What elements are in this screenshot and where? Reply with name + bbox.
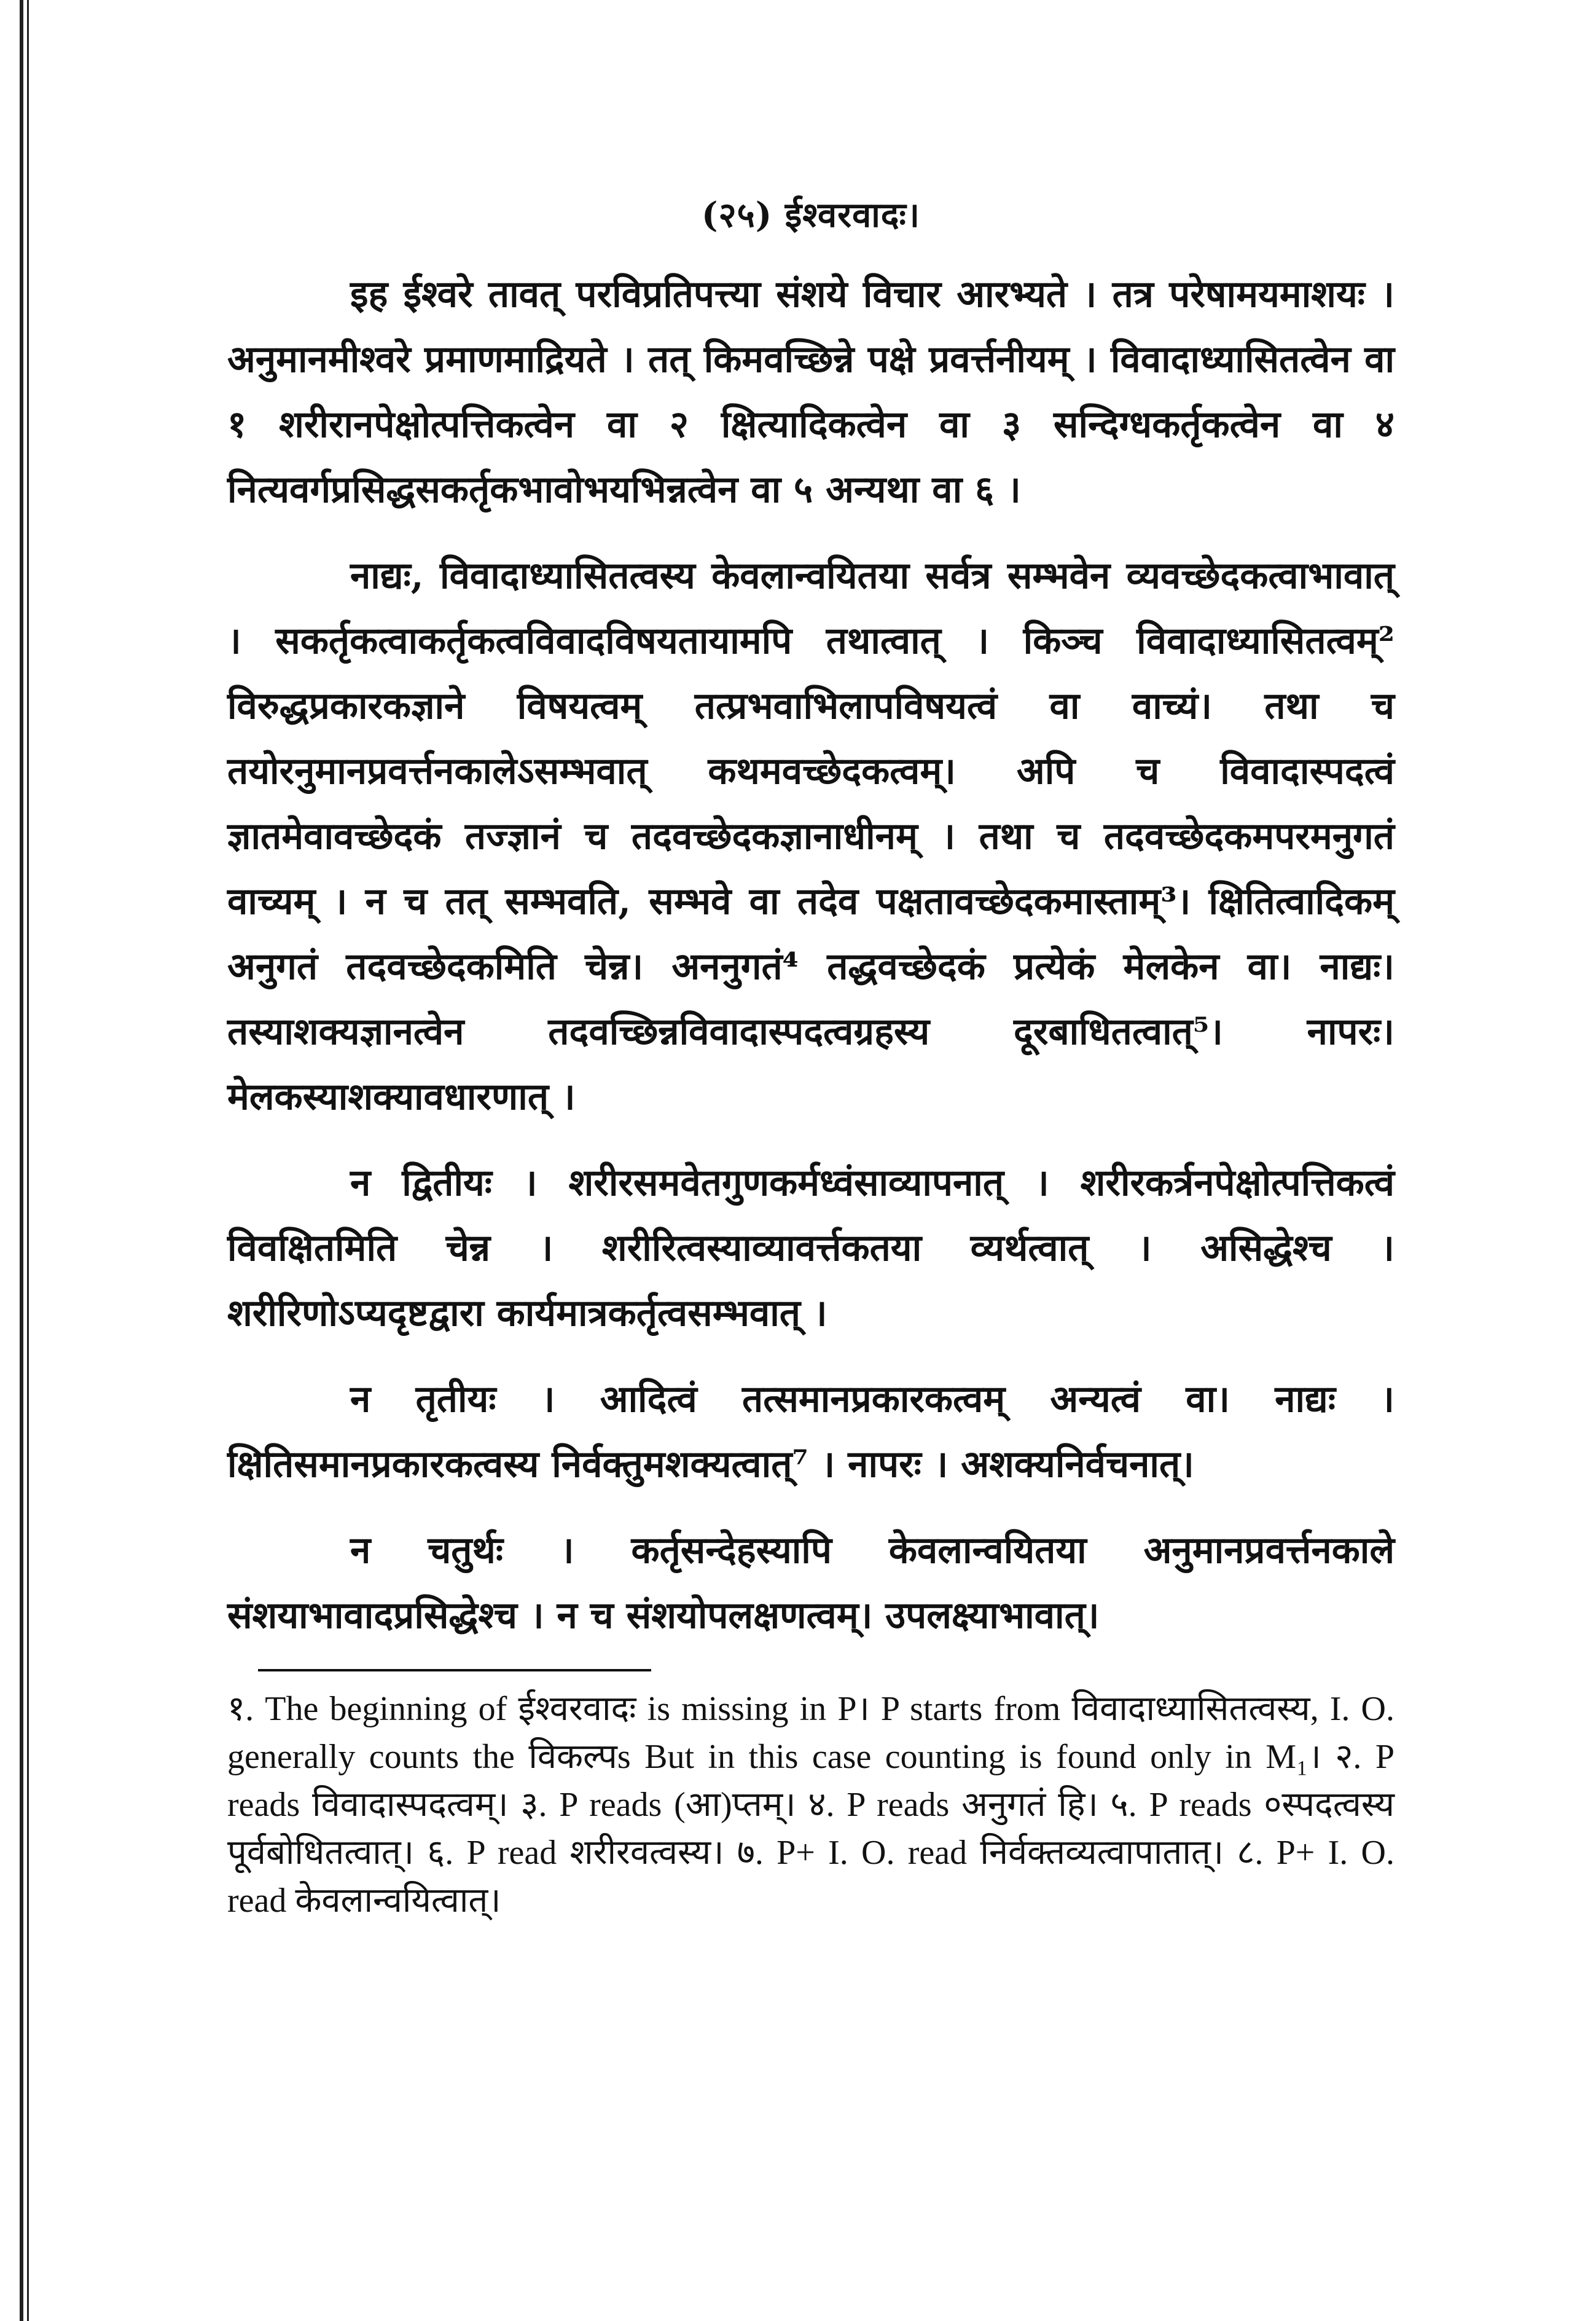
binding-line	[27, 0, 29, 2321]
paragraph-third-option: न तृतीयः । आदित्वं तत्समानप्रकारकत्वम् अन्यत्वं वा। नाद्यः । क्षितिसमानप्रकारकत्वस्य निर्वक्तुमशक्यत्वात्⁷ । नापरः । अशक्यनिर्वचनात्।	[227, 1378, 1395, 1486]
footnote-divider	[258, 1669, 651, 1671]
binding-edge	[0, 0, 37, 2321]
page-content	[227, 190, 1395, 1925]
binding-line	[20, 0, 23, 2321]
paragraph-fourth-option: न चतुर्थः । कर्तृसन्देहस्यापि केवलान्वयितया अनुमानप्रवर्त्तनकाले संशयाभावादप्रसिद्धेश्च । न च संशयोपलक्षणत्वम्। उपलक्ष्याभावात्।	[227, 1529, 1395, 1637]
paragraph-second-option: न द्वितीयः । शरीरसमवेतगुणकर्मध्वंसाव्यापनात् । शरीरकर्त्रनपेक्षोत्पत्तिकत्वं विवक्षितमिति चेन्न । शरीरित्वस्याव्यावर्त्तकतया व्यर्थत्वात् । असिद्धेश्च । शरीरिणोऽप्यदृष्टद्वारा कार्यमात्रकर्तृत्वसम्भवात् ।	[227, 1161, 1395, 1335]
paragraph-intro: इह ईश्वरे तावत् परविप्रतिपत्त्या संशये विचार आरभ्यते । तत्र परेषामयमाशयः । अनुमानमीश्वरे प्रमाणमाद्रियते । तत् किमवच्छिन्ने पक्षे प्रवर्त्तनीयम् । विवादाध्यासितत्वेन वा १ शरीरानपेक्षोत्पत्तिकत्वेन वा २ क्षित्यादिकत्वेन वा ३ सन्दिग्धकर्तृकत्वेन वा ४ नित्यवर्गप्रसिद्धसकर्तृकभावोभयभिन्नत्वेन वा ५ अन्यथा वा ६ ।	[227, 273, 1395, 511]
section-heading: (२५) ईश्वरवादः।	[702, 195, 920, 235]
paragraph-first-option: नाद्यः, विवादाध्यासितत्वस्य केवलान्वयितया सर्वत्र सम्भवेन व्यवच्छेदकत्वाभावात् । सकर्तृकत्वाकर्तृकत्वविवादविषयतायामपि तथात्वात् । किञ्च विवादाध्यासितत्वम्² विरुद्धप्रकारकज्ञाने विषयत्वम् तत्प्रभवाभिलापविषयत्वं वा वाच्यं। तथा च तयोरनुमानप्रवर्त्तनकालेऽसम्भवात् कथमवच्छेदकत्वम्। अपि च विवादास्पदत्वं ज्ञातमेवावच्छेदकं तज्ज्ञानं च तदवच्छेदकज्ञानाधीनम् । तथा च तदवच्छेदकमपरमनुगतं वाच्यम् । न च तत् सम्भवति, सम्भवे वा तदेव पक्षतावच्छेदकमास्ताम्³। क्षितित्वादिकम् अनुगतं तदवच्छेदकमिति चेन्न। अननुगतं⁴ तद्धवच्छेदकं प्रत्येकं मेलकेन वा। नाद्यः। तस्याशक्यज्ञानत्वेन तदवच्छिन्नविवादास्पदत्वग्रहस्य दूरबाधितत्वात्⁵। नापरः। मेलकस्याशक्यावधारणात् ।	[227, 554, 1395, 1118]
footnotes: १. The beginning of ईश्वरवादः is missing in P। P starts from विवादाध्यासितत्वस्य, I. O. generally counts the विकल्पs But in this case counting is found only in M₁। २. P reads विवादास्पदत्वम्। ३. P reads (आ)प्तम्। ४. P reads अनुगतं हि। ५. P reads ०स्पदत्वस्य पूर्वबोधितत्वात्। ६. P read शरीरवत्वस्य। ७. P+ I. O. read निर्वक्तव्यत्वापातात्। ८. P+ I. O. read केवलान्वयित्वात्।	[227, 1690, 1395, 1920]
